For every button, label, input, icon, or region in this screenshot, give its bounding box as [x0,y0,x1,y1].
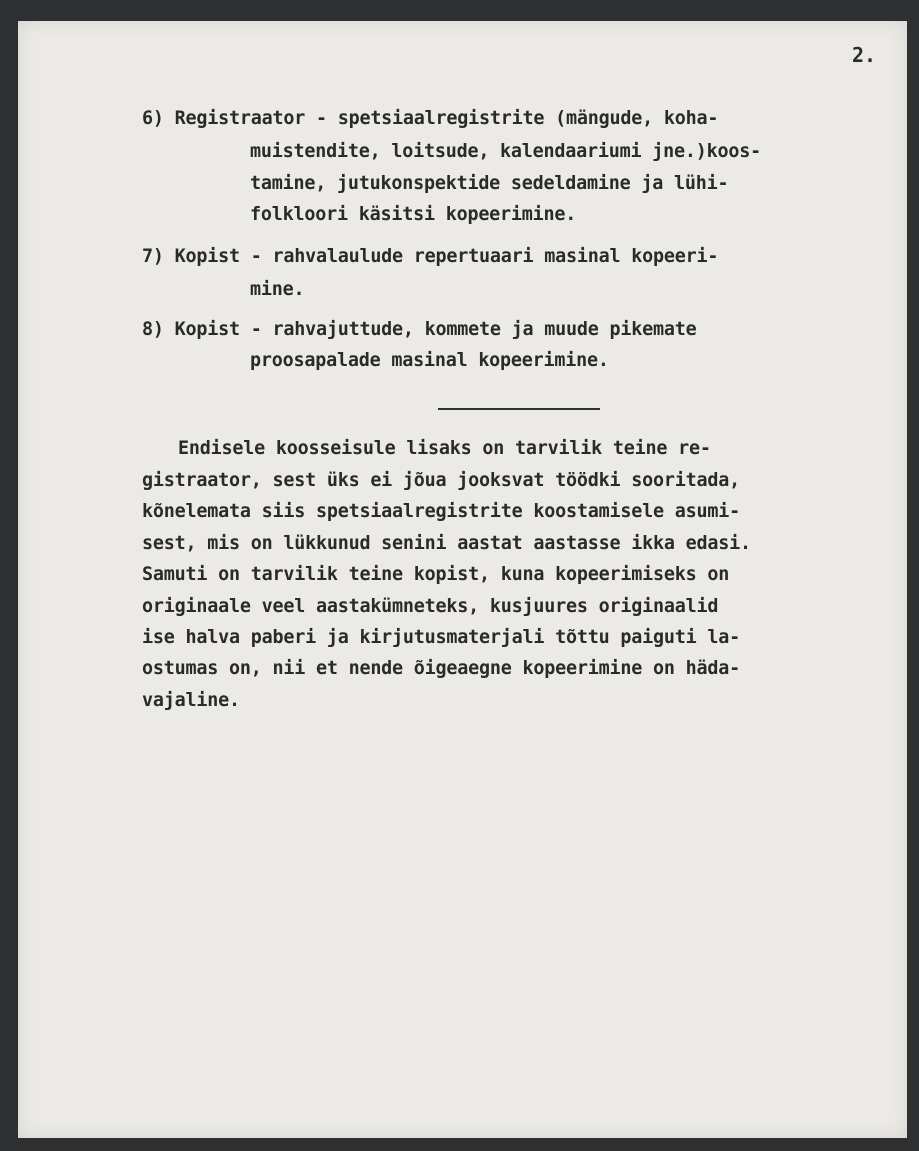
paragraph-line-6: originaale veel aastakümneteks, kusjuures originaalid [142,596,719,617]
list-item-6-line-3: tamine, jutukonspektide sedeldamine ja lühi- [250,173,729,194]
paragraph-line-9: vajaline. [142,690,240,711]
list-item-8-line-1: 8) Kopist - rahvajuttude, kommete ja muude pikemate [142,319,697,340]
list-item-6-line-2: muistendite, loitsude, kalendaariumi jne.)koos- [250,141,761,162]
section-divider [438,408,600,410]
paragraph-line-8: ostumas on, nii et nende õigeaegne kopeerimine on häda- [142,658,740,679]
page-number: 2. [852,43,877,67]
paragraph-line-7: ise halva paberi ja kirjutusmaterjali tõttu paiguti la- [142,627,740,648]
list-item-8-line-2: proosapalade masinal kopeerimine. [250,350,609,371]
paragraph-line-4: sest, mis on lükkunud senini aastat aastasse ikka edasi. [142,533,751,554]
list-item-6-line-1: 6) Registraator - spetsiaalregistrite (mängude, koha- [142,108,719,129]
paragraph-line-3: kõnelemata siis spetsiaalregistrite koostamisele asumi- [142,501,740,522]
paragraph-line-1: Endisele koosseisule lisaks on tarvilik teine re- [178,438,711,459]
paragraph-line-2: gistraator, sest üks ei jõua jooksvat töödki sooritada, [142,470,740,491]
paragraph-line-5: Samuti on tarvilik teine kopist, kuna kopeerimiseks on [142,564,730,585]
list-item-7-line-2: mine. [250,279,305,300]
list-item-6-line-4: folkloori käsitsi kopeerimine. [250,204,577,225]
list-item-7-line-1: 7) Kopist - rahvalaulude repertuaari masinal kopeeri- [142,246,719,267]
